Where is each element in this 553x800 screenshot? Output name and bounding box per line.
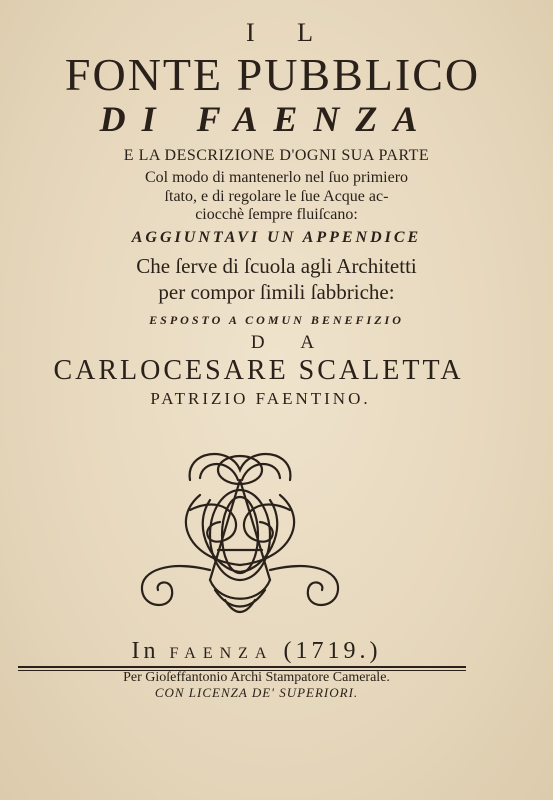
subtitle-line-3: ciocchè ſempre fluiſcano: — [195, 206, 358, 223]
imprint-printer: Per Gioſeffantonio Archi Stampatore Camerale. — [123, 670, 390, 685]
title-line-il: I L — [245, 18, 332, 47]
imprint-in: In — [131, 638, 160, 664]
imprint-year: (1719.) — [283, 638, 382, 664]
imprint-faenza: FAENZA — [169, 645, 274, 662]
title-line-fonte-pubblico: FONTE PUBBLICO — [64, 49, 481, 100]
imprint-licenza: CON LICENZA DE' SUPERIORI. — [154, 685, 359, 700]
appendix-line-1: Che ſerve di ſcuola agli Architetti — [136, 254, 417, 278]
subtitle-descrizione: E LA DESCRIZIONE D'OGNI SUA PARTE — [123, 147, 430, 164]
subtitle-line-1: Col modo di mantenerlo nel ſuo primiero — [144, 169, 409, 186]
subtitle-line-2: ſtato, e di regolare le ſue Acque ac- — [164, 188, 389, 205]
monogram-ornament-icon — [130, 440, 350, 620]
da-line: D A — [250, 332, 331, 353]
appendix-heading: AGGIUNTAVI UN APPENDICE — [131, 229, 422, 246]
title-line-di-faenza: DI FAENZA — [99, 99, 434, 139]
appendix-line-2: per compor ſimili ſabbriche: — [158, 280, 395, 304]
author-name: CARLOCESARE SCALETTA — [53, 355, 464, 386]
author-title: PATRIZIO FAENTINO. — [150, 389, 371, 408]
imprint-rule-thick — [18, 666, 466, 668]
esposto-line: ESPOSTO A COMUN BENEFIZIO — [149, 313, 404, 327]
imprint-place-year — [0, 638, 533, 665]
